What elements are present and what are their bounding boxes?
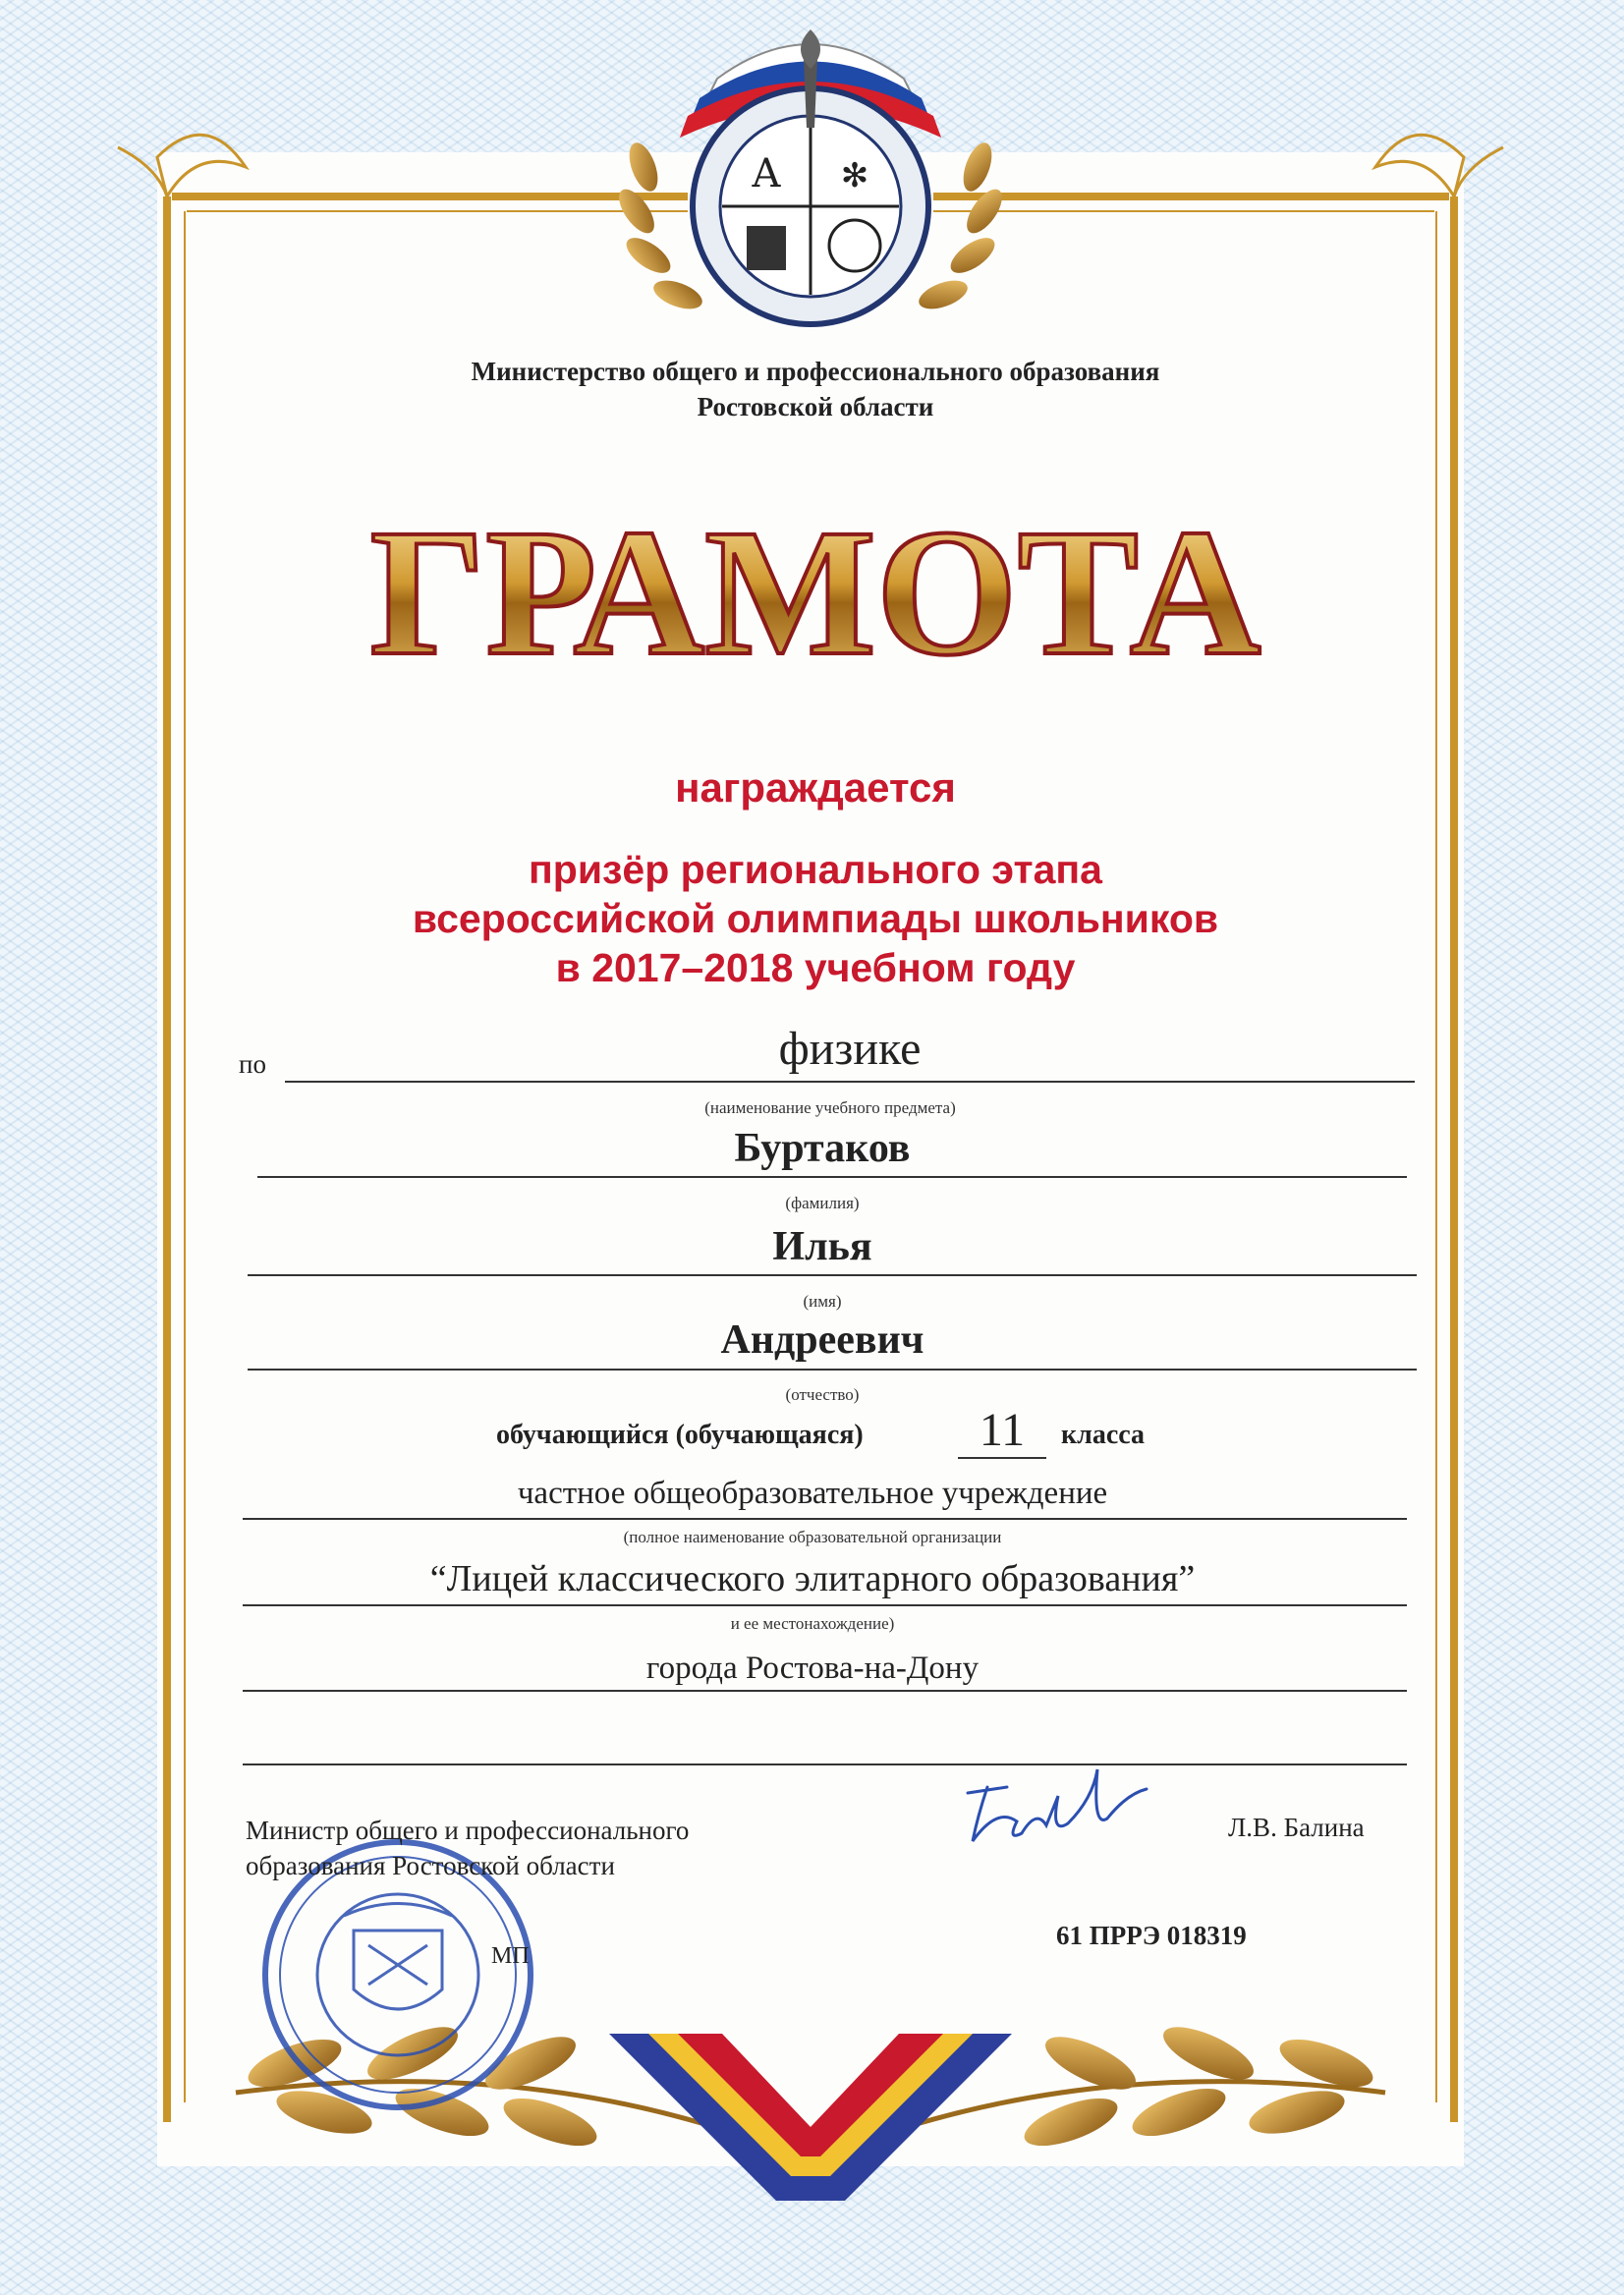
description-line-2: всероссийской олимпиады школьников [412, 896, 1219, 941]
blank-line [243, 1763, 1407, 1765]
svg-text:✻: ✻ [840, 156, 869, 196]
grade-suffix: класса [1061, 1420, 1146, 1450]
org-line-3: города Ростова-на-Дону [645, 1651, 980, 1686]
tricolor-ribbon-icon [609, 2034, 1012, 2201]
ministry-line-2: Ростовской области [697, 392, 934, 421]
name-value: Илья [772, 1224, 872, 1269]
award-description [255, 845, 1375, 992]
grade-value: 11 [979, 1404, 1026, 1456]
stamp-mark: МП [491, 1943, 530, 1969]
surname-value: Буртаков [734, 1126, 911, 1171]
certificate-title [324, 486, 1307, 683]
svg-text:A: A [752, 151, 781, 196]
org-caption-2: и ее местонахождение) [730, 1614, 895, 1633]
org-line-2-rule [243, 1604, 1407, 1606]
position-line-2: образования Ростовской области [246, 1851, 615, 1880]
ministry-header [295, 354, 1336, 424]
description-line-1: призёр регионального этапа [529, 847, 1102, 892]
patronymic-value: Андреевич [720, 1317, 924, 1363]
awarded-heading: награждается [675, 764, 956, 811]
patronymic-line [248, 1369, 1417, 1371]
description-line-3: в 2017–2018 учебном году [555, 945, 1076, 990]
grade-line [958, 1457, 1046, 1459]
signatory-name: Л.В. Балина [1228, 1813, 1365, 1842]
signature-scribble [968, 1769, 1147, 1841]
grade-prefix: обучающийся (обучающаяся) [496, 1420, 864, 1450]
name-line [248, 1274, 1417, 1276]
org-line-2: “Лицей классического элитарного образования” [429, 1558, 1196, 1599]
patronymic-caption: (отчество) [785, 1385, 860, 1404]
surname-line [257, 1176, 1407, 1178]
ministry-line-1: Министерство общего и профессионального образования [471, 357, 1160, 386]
surname-caption: (фамилия) [785, 1194, 860, 1212]
serial-number: 61 ПРРЭ 018319 [1056, 1921, 1247, 1950]
olympiad-emblem [612, 29, 1008, 324]
org-line-1: частное общеобразовательное учреждение [517, 1476, 1108, 1511]
position-line-1: Министр общего и профессионального [246, 1816, 690, 1845]
subject-caption: (наименование учебного предмета) [704, 1098, 956, 1117]
subject-value: физике [778, 1023, 922, 1075]
subject-line [285, 1081, 1415, 1083]
signatory-position [246, 1813, 796, 1883]
name-caption: (имя) [803, 1292, 842, 1311]
title-text: ГРАМОТА [369, 492, 1261, 683]
subject-prefix: по [239, 1049, 266, 1079]
org-line-3-rule [243, 1690, 1407, 1692]
org-line-1-rule [243, 1518, 1407, 1520]
org-caption-1: (полное наименование образовательной организации [623, 1528, 1002, 1546]
